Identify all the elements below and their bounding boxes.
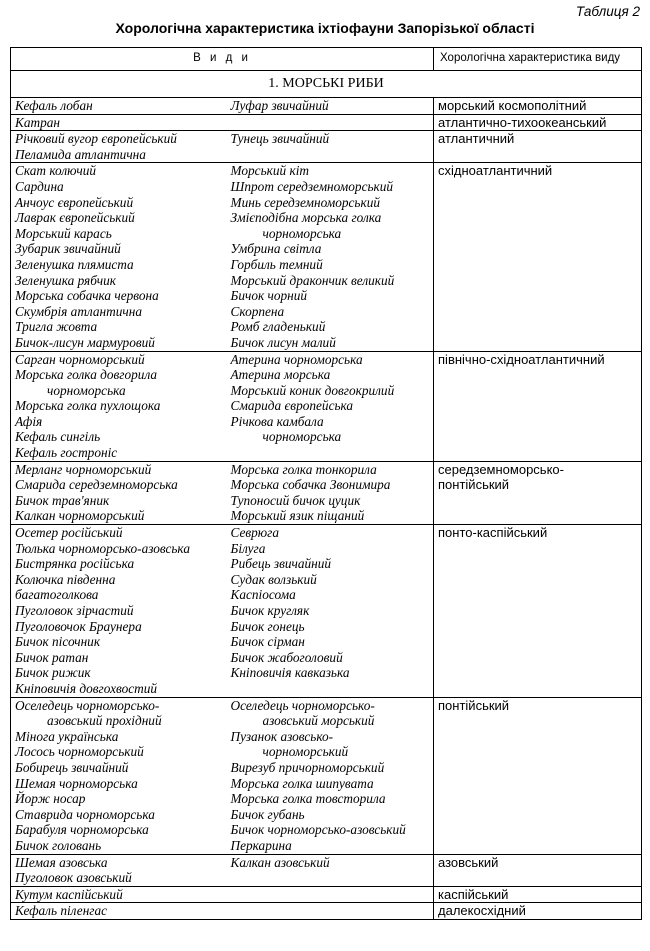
chorology-cell <box>434 854 642 886</box>
species-name: Пуголовочок Браунера <box>15 618 142 634</box>
table-row <box>11 131 642 163</box>
species-name: Морська голка товсторила <box>230 791 386 807</box>
species-column-right <box>227 886 434 903</box>
species-name: Бичок сірман <box>230 634 305 650</box>
species-name: Річкова камбала <box>230 413 324 429</box>
species-name: Сарган чорноморський <box>15 351 145 367</box>
species-name: Кефаль сингіль <box>15 429 101 445</box>
species-name: Ромб гладенький <box>230 319 326 335</box>
species-name: Тунець звичайний <box>230 131 330 147</box>
species-name: Тупоносий бичок цуцик <box>230 492 361 508</box>
species-name: Змієподібна морська голка <box>230 210 382 226</box>
species-name: Річковий вугор європейський <box>15 131 177 147</box>
species-name: Морський язик піщаний <box>230 508 365 524</box>
species-name: Лосось чорноморський <box>15 744 144 760</box>
species-name: Морська собачка Звонимира <box>230 477 391 493</box>
species-column-right <box>227 351 434 461</box>
header-chorology: Хорологічна характеристика виду <box>434 48 642 71</box>
species-name: Атерина чорноморська <box>230 351 363 367</box>
species-name: Бичок губань <box>230 806 305 822</box>
species-name: чорноморська <box>47 382 126 398</box>
species-name: Луфар звичайний <box>230 98 329 113</box>
chorology-cell <box>434 98 642 115</box>
species-name: Мерланг чорноморський <box>15 461 152 477</box>
chorology-value: азовський <box>438 854 499 870</box>
chorology-cell <box>434 351 642 461</box>
species-name: Кутум каспійський <box>15 886 123 902</box>
species-name: Перкарина <box>230 837 292 853</box>
species-name: Зубарик звичайний <box>15 241 121 257</box>
species-column-left <box>11 461 227 524</box>
species-column-left <box>11 98 227 115</box>
species-name: Тюлька чорноморсько-азовська <box>15 540 190 556</box>
table-row <box>11 461 642 524</box>
species-column-right <box>227 903 434 920</box>
chorology-value: середземноморсько- понтійський <box>438 461 564 493</box>
species-name: чорноморська <box>262 429 342 445</box>
species-name: Умбрина світла <box>230 241 322 257</box>
species-name: Кніповичія кавказька <box>230 665 350 681</box>
chorology-value: понтійський <box>438 697 510 713</box>
species-name: Рибець звичайний <box>230 556 332 572</box>
chorology-cell <box>434 697 642 854</box>
species-name: чорноморський <box>262 744 349 760</box>
species-name: Бобирець звичайний <box>15 759 129 775</box>
species-name: Минь середземноморський <box>230 194 381 210</box>
species-column-right <box>227 98 434 115</box>
table-row <box>11 854 642 886</box>
section-row <box>11 71 642 98</box>
species-name: Севрюга <box>230 525 279 541</box>
species-name: багатоголкова <box>15 587 99 603</box>
species-name: Зеленушка рябчик <box>15 272 116 288</box>
species-name: Мінога українська <box>15 728 119 744</box>
species-name: Катран <box>15 114 60 130</box>
species-name: Калкан чорноморський <box>15 508 145 524</box>
species-name: Афія <box>15 413 43 429</box>
species-name: Скорпена <box>230 303 285 319</box>
species-name: Кефаль гостроніс <box>15 445 118 461</box>
species-name: Судак волзький <box>230 571 317 587</box>
species-name: Бичок трав'яник <box>15 492 110 508</box>
table-row <box>11 163 642 351</box>
species-column-right <box>227 163 434 351</box>
species-name: чорноморська <box>262 225 342 241</box>
species-name: Оселедець чорноморсько- <box>15 697 160 713</box>
species-name: Смарида європейська <box>230 398 354 414</box>
species-name: Морський дракончик великий <box>230 272 395 288</box>
chorology-value: далекосхідний <box>438 903 526 919</box>
species-name: Вирезуб причорноморський <box>230 759 385 775</box>
species-column-right <box>227 114 434 131</box>
species-name: Пуголовок зірчастий <box>15 603 134 618</box>
chorology-value: морський космополітний <box>438 98 587 113</box>
species-name: Йорж носар <box>15 791 86 807</box>
species-name: Бичок пісочник <box>15 634 101 650</box>
chorology-cell <box>434 163 642 351</box>
species-name: Бичок гонець <box>230 618 305 634</box>
species-name: Пуголовок азовський <box>15 870 132 886</box>
species-column-left <box>11 131 227 163</box>
species-name: Кніповичія довгохвостий <box>15 680 158 696</box>
chorology-table <box>10 47 642 920</box>
species-column-left <box>11 163 227 351</box>
species-column-right <box>227 461 434 524</box>
species-name: Горбиль темний <box>230 256 323 272</box>
species-name: Бичок жабоголовий <box>230 649 343 665</box>
species-column-left <box>11 351 227 461</box>
species-name: Скумбрія атлантична <box>15 303 142 319</box>
species-column-right <box>227 525 434 698</box>
species-column-left <box>11 854 227 886</box>
table-body <box>11 48 642 920</box>
species-name: Бичок чорноморсько-азовський <box>230 822 406 838</box>
header-species: В и д и <box>11 48 434 71</box>
species-column-left <box>11 697 227 854</box>
species-column-left <box>11 886 227 903</box>
species-name: Бичок ратан <box>15 649 89 665</box>
species-name: Атерина морська <box>230 367 331 383</box>
species-name: Калкан азовський <box>230 854 330 870</box>
species-name: азовський морський <box>262 713 375 729</box>
species-name: Морський коник довгокрилий <box>230 382 395 398</box>
species-name: Бичок головань <box>15 837 102 853</box>
table-row <box>11 525 642 698</box>
table-row <box>11 697 642 854</box>
species-name: Морська голка шипувата <box>230 775 374 791</box>
species-name: Пеламида атлантична <box>15 146 146 162</box>
chorology-cell <box>434 461 642 524</box>
chorology-value: атлантичний <box>438 131 515 147</box>
species-name: Морська голка пухлощока <box>15 398 161 414</box>
species-name: Морська голка довгорила <box>15 367 158 383</box>
species-name: Лаврак європейський <box>15 210 135 226</box>
species-name: азовський прохідний <box>47 713 162 729</box>
table-row <box>11 903 642 920</box>
chorology-cell <box>434 886 642 903</box>
species-column-right <box>227 131 434 163</box>
species-column-left <box>11 114 227 131</box>
species-name: Ставрида чорноморська <box>15 806 155 822</box>
species-name: Шпрот середземноморський <box>230 178 394 194</box>
species-name: Анчоус європейський <box>15 194 134 210</box>
chorology-value: північно-східноатлантичний <box>438 351 605 367</box>
species-name: Бичок рижик <box>15 665 91 681</box>
species-name: Каспіосома <box>230 587 296 603</box>
species-name: Білуга <box>230 540 266 556</box>
species-name: Бичок-лисун мармуровий <box>15 334 155 350</box>
species-name: Шемая чорноморська <box>15 775 138 791</box>
species-column-right <box>227 697 434 854</box>
chorology-cell <box>434 525 642 698</box>
species-name: Пузанок азовсько- <box>230 728 334 744</box>
species-name: Морська собачка червона <box>15 288 159 304</box>
species-name: Сардина <box>15 178 64 194</box>
species-name: Бичок лисун малий <box>230 334 336 350</box>
chorology-value: атлантично-тихоокеанський <box>438 114 607 130</box>
page-title: Хорологічна характеристика іхтіофауни Запорізької області <box>115 20 535 36</box>
species-name: Бичок кругляк <box>230 603 310 618</box>
table-row <box>11 351 642 461</box>
species-name: Смарида середземноморська <box>15 477 178 493</box>
species-name: Бичок чорний <box>230 288 308 304</box>
species-name: Морський карась <box>15 225 112 241</box>
chorology-value: східноатлантичний <box>438 163 553 179</box>
table-row <box>11 886 642 903</box>
section-title: 1. МОРСЬКІ РИБИ <box>11 71 642 98</box>
species-name: Тригла жовта <box>15 319 98 335</box>
species-name: Зеленушка плямиста <box>15 256 134 272</box>
chorology-cell <box>434 903 642 920</box>
species-column-right <box>227 854 434 886</box>
species-column-left <box>11 903 227 920</box>
chorology-cell <box>434 131 642 163</box>
table-label: Таблиця 2 <box>575 4 640 19</box>
species-name: Кефаль піленгас <box>15 903 108 919</box>
species-name: Скат колючий <box>15 163 97 179</box>
chorology-value: понто-каспійський <box>438 525 548 541</box>
species-name: Колючка південна <box>15 571 116 587</box>
species-name: Оселедець чорноморсько- <box>230 697 375 713</box>
header-row <box>11 48 642 71</box>
table-row <box>11 114 642 131</box>
species-name: Шемая азовська <box>15 854 108 870</box>
species-column-left <box>11 525 227 698</box>
species-name: Осетер російський <box>15 525 123 541</box>
species-name: Морська голка тонкорила <box>230 461 377 477</box>
species-name: Бистрянка російська <box>15 556 135 572</box>
chorology-cell <box>434 114 642 131</box>
species-name: Кефаль лобан <box>15 98 93 113</box>
species-name: Морський кіт <box>230 163 309 179</box>
species-name: Барабуля чорноморська <box>15 822 149 838</box>
table-row <box>11 98 642 115</box>
chorology-value: каспійський <box>438 886 509 902</box>
